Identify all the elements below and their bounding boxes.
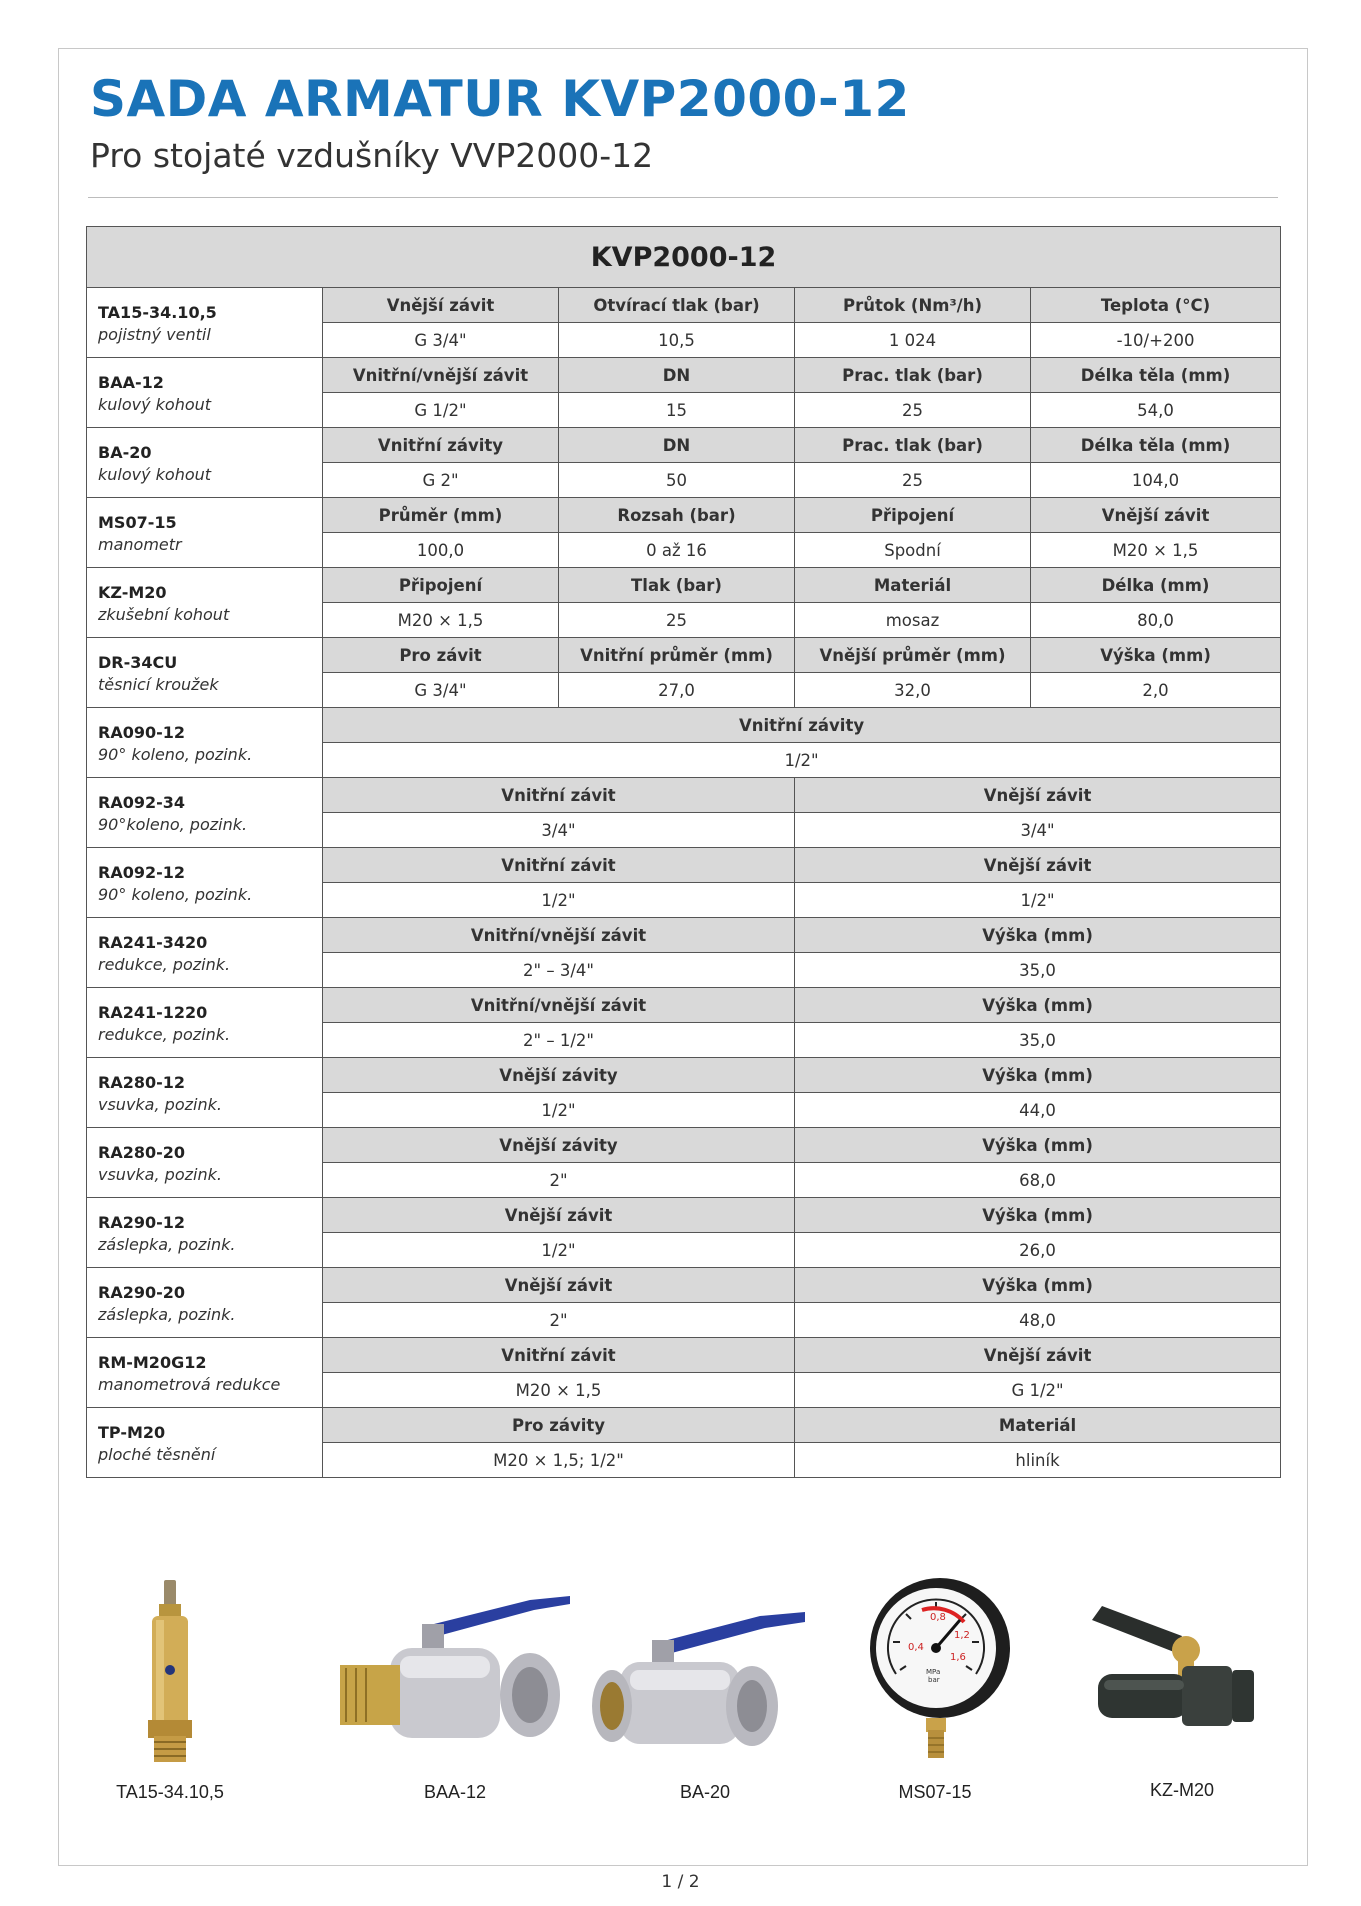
product-name: vsuvka, pozink. [98,1165,222,1184]
product-caption: MS07-15 [898,1782,972,1802]
spec-value-cell: 1/2" [323,883,795,918]
product-code: RA280-12 [98,1073,186,1092]
spec-value-cell: 15 [559,393,795,428]
product-caption: BAA-12 [423,1782,487,1802]
spec-value-cell: 104,0 [1031,463,1281,498]
spec-value-cell: 1/2" [323,743,1281,778]
product-code: DR-34CU [98,653,178,672]
product-code: RA241-1220 [98,1003,208,1022]
spec-value-cell: 3/4" [795,813,1281,848]
spec-header-cell: Průměr (mm) [323,498,559,533]
spec-header-cell: Teplota (°C) [1031,288,1281,323]
table-row [87,778,1281,813]
product-code: RM-M20G12 [98,1353,207,1372]
product-label [87,1058,323,1128]
spec-header-cell: Vnější závity [323,1128,795,1163]
product-code: MS07-15 [98,513,177,532]
spec-value-cell: 2" – 1/2" [323,1023,795,1058]
product-name: kulový kohout [98,465,212,484]
spec-value-cell: 68,0 [795,1163,1281,1198]
product-code: TP-M20 [98,1423,166,1442]
spec-value-cell: Spodní [795,533,1031,568]
spec-header-cell: Vnitřní závit [323,848,795,883]
product-code: BAA-12 [98,373,164,392]
spec-header-cell: Vnější závit [323,288,559,323]
spec-value-cell: G 1/2" [795,1373,1281,1408]
spec-header-cell: Pro závity [323,1408,795,1443]
spec-value-cell: G 1/2" [323,393,559,428]
table-row [87,848,1281,883]
table-row [87,708,1281,743]
product-code: RA290-20 [98,1283,186,1302]
spec-value-cell: 2" – 3/4" [323,953,795,988]
gauge-label: 1,2 [954,1630,970,1641]
spec-header-cell: Výška (mm) [795,1268,1281,1303]
product-code: RA092-34 [98,793,186,812]
product-safety-valve [90,1560,250,1820]
table-row [87,288,1281,323]
product-label [87,918,323,988]
product-caption: TA15-34.10,5 [116,1782,224,1802]
spec-table [86,226,1281,1478]
gauge-label: 0,4 [908,1642,924,1653]
product-name: zkušební kohout [98,605,230,624]
spec-value-cell: -10/+200 [1031,323,1281,358]
product-test-cock [1082,1560,1282,1820]
product-name: pojistný ventil [98,325,211,344]
product-label [87,1198,323,1268]
spec-value-cell: 2" [323,1163,795,1198]
spec-header-cell: Vnější závit [795,1338,1281,1373]
product-name: 90° koleno, pozink. [98,745,253,764]
product-ball-valve-baa12 [330,1560,580,1820]
table-row [87,1268,1281,1303]
spec-value-cell: 2" [323,1303,795,1338]
product-name: redukce, pozink. [98,955,231,974]
product-label [87,428,323,498]
spec-value-cell: 50 [559,463,795,498]
spec-value-cell: 1/2" [323,1233,795,1268]
product-label [87,358,323,428]
table-row [87,498,1281,533]
product-name: 90° koleno, pozink. [98,885,253,904]
product-name: vsuvka, pozink. [98,1095,222,1114]
spec-value-cell: 25 [795,463,1031,498]
product-ball-valve-ba20 [590,1560,820,1820]
pressure-gauge-icon [860,1570,1010,1770]
spec-header-cell: Materiál [795,568,1031,603]
gauge-label: 1,6 [950,1652,966,1663]
spec-header-cell: Vnější závit [795,778,1281,813]
spec-header-cell: Průtok (Nm³/h) [795,288,1031,323]
spec-header-cell: DN [559,428,795,463]
spec-header-cell: Vnější závity [323,1058,795,1093]
spec-header-cell: Výška (mm) [1031,638,1281,673]
product-name: redukce, pozink. [98,1025,231,1044]
product-label [87,1408,323,1478]
product-code: TA15-34.10,5 [98,303,217,322]
spec-value-cell: 10,5 [559,323,795,358]
product-code: RA290-12 [98,1213,186,1232]
spec-header-cell: Materiál [795,1408,1281,1443]
product-label [87,708,323,778]
spec-value-cell: 100,0 [323,533,559,568]
spec-value-cell: 32,0 [795,673,1031,708]
spec-header-cell: Délka těla (mm) [1031,358,1281,393]
spec-header-cell: Délka těla (mm) [1031,428,1281,463]
spec-value-cell: 44,0 [795,1093,1281,1128]
spec-value-cell: mosaz [795,603,1031,638]
product-label [87,1268,323,1338]
table-row [87,568,1281,603]
product-label [87,568,323,638]
table-row [87,988,1281,1023]
spec-header-cell: Délka (mm) [1031,568,1281,603]
spec-value-cell: 25 [559,603,795,638]
product-pressure-gauge [860,1560,1010,1820]
spec-value-cell: 35,0 [795,1023,1281,1058]
product-label [87,988,323,1058]
spec-header-cell: Otvírací tlak (bar) [559,288,795,323]
spec-value-cell: G 2" [323,463,559,498]
product-label [87,1128,323,1198]
spec-header-cell: Výška (mm) [795,1058,1281,1093]
spec-value-cell: G 3/4" [323,323,559,358]
product-label [87,848,323,918]
spec-header-cell: Vnitřní/vnější závit [323,988,795,1023]
table-row [87,1128,1281,1163]
spec-value-cell: 27,0 [559,673,795,708]
spec-header-cell: Vnitřní závity [323,708,1281,743]
spec-value-cell: hliník [795,1443,1281,1478]
product-name: manometrová redukce [98,1375,281,1394]
product-name: manometr [98,535,182,554]
title-divider [88,197,1278,198]
spec-value-cell: M20 × 1,5 [1031,533,1281,568]
spec-value-cell: 35,0 [795,953,1281,988]
ball-valve-icon [590,1570,820,1770]
table-row [87,358,1281,393]
table-title-row [87,227,1281,288]
table-row [87,1198,1281,1233]
product-code: RA280-20 [98,1143,186,1162]
gauge-unit-bar: bar [928,1676,940,1684]
spec-header-cell: Připojení [795,498,1031,533]
product-label [87,1338,323,1408]
spec-header-cell: Vnitřní závity [323,428,559,463]
product-name: záslepka, pozink. [98,1305,236,1324]
spec-value-cell: 54,0 [1031,393,1281,428]
spec-header-cell: Vnitřní/vnější závit [323,918,795,953]
product-code: RA092-12 [98,863,186,882]
table-row [87,428,1281,463]
spec-value-cell: 1 024 [795,323,1031,358]
product-code: RA090-12 [98,723,186,742]
spec-value-cell: 3/4" [323,813,795,848]
product-label [87,288,323,358]
product-name: kulový kohout [98,395,212,414]
spec-value-cell: 1/2" [323,1093,795,1128]
spec-header-cell: Výška (mm) [795,1198,1281,1233]
product-name: ploché těsnění [98,1445,216,1464]
spec-value-cell: 0 až 16 [559,533,795,568]
document-title: SADA ARMATUR KVP2000-12 [90,70,910,128]
product-caption: KZ-M20 [1149,1780,1214,1800]
spec-value-cell: 48,0 [795,1303,1281,1338]
safety-valve-icon [90,1570,250,1770]
product-gallery [0,1560,1361,1820]
spec-header-cell: Vnější závit [323,1268,795,1303]
document-subtitle: Pro stojaté vzdušníky VVP2000-12 [90,136,654,175]
product-name: těsnicí kroužek [98,675,219,694]
spec-value-cell: M20 × 1,5 [323,1373,795,1408]
product-name: 90°koleno, pozink. [98,815,248,834]
spec-value-cell: G 3/4" [323,673,559,708]
spec-header-cell: Rozsah (bar) [559,498,795,533]
table-row [87,638,1281,673]
product-name: záslepka, pozink. [98,1235,236,1254]
spec-header-cell: Připojení [323,568,559,603]
spec-header-cell: Pro závit [323,638,559,673]
product-label [87,638,323,708]
spec-header-cell: Výška (mm) [795,988,1281,1023]
spec-header-cell: Vnitřní závit [323,1338,795,1373]
product-caption: BA-20 [679,1782,731,1802]
spec-header-cell: Vnější závit [1031,498,1281,533]
spec-header-cell: Vnější závit [323,1198,795,1233]
product-code: BA-20 [98,443,152,462]
product-label [87,778,323,848]
spec-header-cell: Prac. tlak (bar) [795,428,1031,463]
spec-header-cell: Tlak (bar) [559,568,795,603]
spec-header-cell: Vnější průměr (mm) [795,638,1031,673]
spec-header-cell: Vnější závit [795,848,1281,883]
spec-value-cell: 26,0 [795,1233,1281,1268]
product-code: KZ-M20 [98,583,167,602]
spec-value-cell: M20 × 1,5 [323,603,559,638]
table-row [87,1408,1281,1443]
spec-header-cell: Vnitřní závit [323,778,795,813]
spec-value-cell: M20 × 1,5; 1/2" [323,1443,795,1478]
table-row [87,1058,1281,1093]
page-number: 1 / 2 [661,1872,700,1892]
spec-header-cell: Vnitřní/vnější závit [323,358,559,393]
ball-valve-icon [330,1570,580,1770]
spec-header-cell: DN [559,358,795,393]
spec-value-cell: 2,0 [1031,673,1281,708]
gauge-label: 0,8 [930,1612,946,1623]
gauge-unit-mpa: MPa [926,1668,941,1676]
table-row [87,1338,1281,1373]
spec-header-cell: Vnitřní průměr (mm) [559,638,795,673]
spec-header-cell: Výška (mm) [795,918,1281,953]
table-title: KVP2000-12 [87,227,1281,288]
product-code: RA241-3420 [98,933,208,952]
product-label [87,498,323,568]
spec-value-cell: 1/2" [795,883,1281,918]
spec-header-cell: Prac. tlak (bar) [795,358,1031,393]
spec-value-cell: 80,0 [1031,603,1281,638]
spec-value-cell: 25 [795,393,1031,428]
table-row [87,918,1281,953]
spec-header-cell: Výška (mm) [795,1128,1281,1163]
test-cock-icon [1082,1570,1282,1770]
